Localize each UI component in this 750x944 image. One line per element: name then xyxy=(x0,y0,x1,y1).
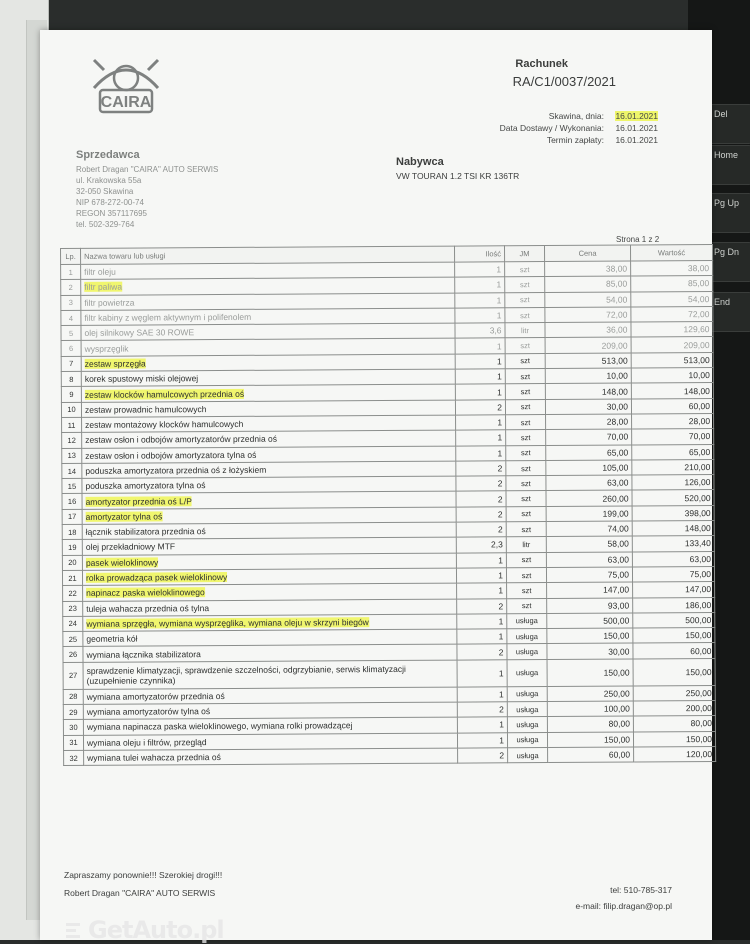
cell-price: 80,00 xyxy=(547,716,633,732)
cell-price: 150,00 xyxy=(547,628,633,644)
cell-qty: 1 xyxy=(457,686,507,702)
seller-line: Robert Dragan "CAIRA" AUTO SERWIS xyxy=(76,165,219,174)
cell-qty: 2 xyxy=(457,702,507,718)
footer-email: e-mail: filip.dragan@op.pl xyxy=(575,901,672,911)
cell-jm: szt xyxy=(505,277,545,293)
caira-logo xyxy=(80,48,172,128)
cell-jm: szt xyxy=(505,338,545,354)
cell-value: 54,00 xyxy=(631,291,713,307)
cell-value: 63,00 xyxy=(632,551,714,567)
cell-qty: 1 xyxy=(455,354,505,370)
items-table xyxy=(60,244,716,766)
buyer-block xyxy=(396,156,519,181)
highlighted-item-name: amortyzator przednia oś L/P xyxy=(85,495,192,507)
cell-qty: 2 xyxy=(457,598,507,614)
cell-qty: 1 xyxy=(457,659,507,686)
cell-qty: 1 xyxy=(455,384,505,400)
cell-qty: 1 xyxy=(457,717,507,733)
cell-value: 28,00 xyxy=(632,413,714,429)
header-lp: Lp. xyxy=(61,248,81,264)
footer-company: Robert Dragan "CAIRA" AUTO SERWIS xyxy=(64,888,216,898)
cell-value: 186,00 xyxy=(633,597,715,613)
cell-lp: 23 xyxy=(63,601,83,616)
cell-jm: usługa xyxy=(507,686,547,702)
cell-value: 150,00 xyxy=(633,628,715,644)
cell-value: 210,00 xyxy=(632,459,714,475)
cell-qty: 1 xyxy=(457,629,507,645)
cell-jm: litr xyxy=(506,537,546,553)
cell-value: 126,00 xyxy=(632,475,714,491)
cell-price: 28,00 xyxy=(546,414,632,430)
cell-jm: usługa xyxy=(507,613,547,629)
items-body xyxy=(61,261,716,766)
cell-name: wymiana tulei wahacza przednia oś xyxy=(84,748,458,766)
cell-qty: 1 xyxy=(455,262,505,278)
cell-value: 200,00 xyxy=(633,701,715,717)
footer-greeting: Zapraszamy ponownie!!! Szerokiej drogi!!! xyxy=(64,870,223,880)
cell-lp: 6 xyxy=(61,341,81,356)
cell-lp: 21 xyxy=(62,570,82,585)
highlighted-item-name: pasek wieloklinowy xyxy=(85,557,159,568)
cell-price: 75,00 xyxy=(546,567,632,583)
cell-price: 54,00 xyxy=(545,292,631,308)
cell-qty: 2 xyxy=(456,491,506,507)
cell-price: 63,00 xyxy=(546,475,632,491)
cell-value: 500,00 xyxy=(633,612,715,628)
cell-name: filtr kabiny z węglem aktywnym i polifenolem xyxy=(81,308,455,326)
header-value: Wartość xyxy=(630,245,712,262)
cell-name: olej przekładniowy MTF xyxy=(82,537,456,555)
cell-price: 147,00 xyxy=(547,582,633,598)
cell-jm: usługa xyxy=(507,717,547,733)
cell-lp: 16 xyxy=(62,494,82,509)
cell-lp: 26 xyxy=(63,647,83,662)
cell-name: wymiana amortyzatorów tylna oś xyxy=(83,702,457,720)
cell-name: zestaw montażowy klocków hamulcowych xyxy=(82,415,456,433)
footer-contact xyxy=(575,882,672,914)
highlighted-item-name: amortyzator tylna oś xyxy=(85,511,163,522)
cell-jm: szt xyxy=(506,567,546,583)
cell-qty: 2,3 xyxy=(456,537,506,553)
cell-lp: 19 xyxy=(62,540,82,555)
cell-lp: 31 xyxy=(63,735,83,750)
cell-price: 72,00 xyxy=(545,307,631,323)
cell-lp: 15 xyxy=(62,479,82,494)
cell-lp: 25 xyxy=(63,631,83,646)
highlighted-item-name: zestaw sprzęgła xyxy=(84,358,146,369)
cell-value: 60,00 xyxy=(633,643,715,659)
cell-price: 148,00 xyxy=(545,383,631,399)
cell-jm: szt xyxy=(506,522,546,538)
cell-price: 85,00 xyxy=(545,276,631,292)
cell-name: wymiana napinacza paska wieloklinowego, wymiana rolki prowadzącej xyxy=(83,717,457,735)
seller-line: NIP 678-272-00-74 xyxy=(76,198,144,207)
cell-price: 10,00 xyxy=(545,368,631,384)
date-row xyxy=(420,110,658,122)
cell-qty: 1 xyxy=(457,583,507,599)
cell-lp: 17 xyxy=(62,509,82,524)
cell-value: 60,00 xyxy=(631,398,713,414)
cell-qty: 1 xyxy=(455,338,505,354)
cell-name: geometria kół xyxy=(83,629,457,647)
date-label: Termin zapłaty: xyxy=(546,135,604,145)
cell-value: 133,40 xyxy=(632,536,714,552)
invoice-page xyxy=(40,30,713,944)
cell-jm: szt xyxy=(506,445,546,461)
cell-lp: 10 xyxy=(61,402,81,417)
logo-text: CAIRA xyxy=(100,94,152,111)
cell-value: 72,00 xyxy=(631,306,713,322)
header-qty: Ilość xyxy=(454,246,504,262)
cell-qty: 1 xyxy=(456,415,506,431)
cell-name: tuleja wahacza przednia oś tylna xyxy=(83,599,457,617)
cell-lp: 8 xyxy=(61,371,81,386)
cell-price: 70,00 xyxy=(546,429,632,445)
cell-price: 93,00 xyxy=(547,598,633,614)
cell-lp: 4 xyxy=(61,310,81,325)
cell-value: 129,60 xyxy=(631,322,713,338)
invoice-number: RA/C1/0037/2021 xyxy=(512,74,616,89)
cell-jm: szt xyxy=(505,292,545,308)
cell-price: 36,00 xyxy=(545,322,631,338)
cell-qty: 1 xyxy=(456,568,506,584)
cell-qty: 2 xyxy=(455,399,505,415)
cell-lp: 32 xyxy=(64,750,84,765)
cell-price: 60,00 xyxy=(548,747,634,763)
seller-line: ul. Krakowska 55a xyxy=(76,176,142,185)
cell-qty: 1 xyxy=(456,445,506,461)
cell-price: 38,00 xyxy=(545,261,631,277)
cell-qty: 1 xyxy=(455,369,505,385)
cell-name: poduszka amortyzatora przednia oś z łożyskiem xyxy=(82,461,456,479)
date-label: Data Dostawy / Wykonania: xyxy=(499,123,604,133)
invoice-title: Rachunek xyxy=(515,58,568,70)
watermark-text: GetAuto.pl xyxy=(88,916,224,944)
cell-price: 105,00 xyxy=(546,460,632,476)
cell-price: 30,00 xyxy=(547,643,633,659)
cell-name: zestaw osłon i odbojów amortyzatorów przednia oś xyxy=(82,430,456,448)
header-jm: JM xyxy=(504,246,544,262)
cell-lp: 24 xyxy=(63,616,83,631)
cell-name: wymiana amortyzatorów przednia oś xyxy=(83,687,457,705)
cell-name: wysprzęglik xyxy=(81,339,455,357)
key-end: End xyxy=(708,292,750,332)
cell-value: 147,00 xyxy=(633,582,715,598)
key-del: Del xyxy=(708,104,750,144)
cell-value: 80,00 xyxy=(633,716,715,732)
cell-jm: usługa xyxy=(507,732,547,748)
cell-qty: 1 xyxy=(455,277,505,293)
cell-jm: szt xyxy=(505,307,545,323)
cell-lp: 29 xyxy=(63,704,83,719)
cell-name: sprawdzenie klimatyzacji, sprawdzenie szczelności, odgrzybianie, serwis klimatyzacji (uzupełnienie czynnika) xyxy=(83,660,457,689)
cell-value: 65,00 xyxy=(632,444,714,460)
buyer-vehicle: VW TOURAN 1.2 TSI KR 136TR xyxy=(396,171,520,181)
cell-jm: szt xyxy=(505,353,545,369)
cell-lp: 7 xyxy=(61,356,81,371)
cell-jm: szt xyxy=(506,430,546,446)
cell-name: wymiana oleju i filtrów, przegląd xyxy=(83,733,457,751)
cell-name: olej silnikowy SAE 30 ROWE xyxy=(81,323,455,341)
cell-price: 500,00 xyxy=(547,613,633,629)
cell-jm: szt xyxy=(507,598,547,614)
cell-qty: 2 xyxy=(456,476,506,492)
cell-qty: 1 xyxy=(455,292,505,308)
highlighted-item-name: wymiana sprzęgła, wymiana wysprzęglika, wymiana oleju w skrzyni biegów xyxy=(86,617,369,629)
page-number: Strona 1 z 2 xyxy=(616,235,660,244)
cell-lp: 18 xyxy=(62,524,82,539)
cell-value: 513,00 xyxy=(631,352,713,368)
cell-value: 150,00 xyxy=(633,658,715,686)
table-row xyxy=(64,746,716,765)
cell-value: 398,00 xyxy=(632,505,714,521)
seller-heading: Sprzedawca xyxy=(76,149,140,161)
header-name: Nazwa towaru lub usługi xyxy=(81,246,455,264)
cell-value: 120,00 xyxy=(634,746,716,762)
cell-jm: szt xyxy=(505,399,545,415)
cell-jm: szt xyxy=(505,369,545,385)
cell-qty: 1 xyxy=(457,732,507,748)
cell-price: 260,00 xyxy=(546,490,632,506)
cell-value: 148,00 xyxy=(631,383,713,399)
cell-lp: 3 xyxy=(61,295,81,310)
cell-lp: 13 xyxy=(62,448,82,463)
cell-qty: 2 xyxy=(456,522,506,538)
cell-lp: 11 xyxy=(62,417,82,432)
cell-price: 63,00 xyxy=(546,552,632,568)
date-row xyxy=(420,134,658,146)
cell-jm: litr xyxy=(505,323,545,339)
cell-qty: 1 xyxy=(456,552,506,568)
cell-value: 150,00 xyxy=(633,731,715,747)
highlighted-item-name: zestaw klocków hamulcowych przednia oś xyxy=(84,388,245,400)
cell-qty: 1 xyxy=(455,308,505,324)
key-pgdn: Pg Dn xyxy=(708,242,750,282)
cell-qty: 3,6 xyxy=(455,323,505,339)
seller-line: tel. 502-329-764 xyxy=(76,220,135,229)
cell-value: 148,00 xyxy=(632,521,714,537)
cell-name: zestaw prowadnic hamulcowych xyxy=(81,400,455,418)
cell-jm: szt xyxy=(506,552,546,568)
cell-price: 30,00 xyxy=(545,399,631,415)
table-row xyxy=(63,658,715,689)
cell-price: 199,00 xyxy=(546,506,632,522)
date-value: 16.01.2021 xyxy=(615,135,658,145)
cell-jm: szt xyxy=(506,476,546,492)
footer-phone: tel: 510-785-317 xyxy=(610,885,672,895)
cell-name: korek spustowy miski olejowej xyxy=(81,369,455,387)
date-label: Skawina, dnia: xyxy=(548,111,604,121)
seller-line: REGON 357117695 xyxy=(76,209,148,218)
cell-lp: 27 xyxy=(63,662,83,689)
cell-lp: 12 xyxy=(62,433,82,448)
cell-price: 209,00 xyxy=(545,337,631,353)
cell-jm: szt xyxy=(506,460,546,476)
cell-price: 250,00 xyxy=(547,686,633,702)
date-value: 16.01.2021 xyxy=(615,123,658,133)
cell-jm: usługa xyxy=(507,659,547,686)
cell-qty: 1 xyxy=(457,614,507,630)
cell-jm: szt xyxy=(506,491,546,507)
cell-jm: usługa xyxy=(507,629,547,645)
cell-name: zestaw osłon i odbojów amortyzatora tylna oś xyxy=(82,446,456,464)
cell-value: 209,00 xyxy=(631,337,713,353)
cell-lp: 1 xyxy=(61,264,81,279)
cell-jm: usługa xyxy=(508,747,548,763)
seller-block xyxy=(76,150,218,230)
cell-value: 75,00 xyxy=(632,566,714,582)
cell-name: łącznik stabilizatora przednia oś xyxy=(82,522,456,540)
cell-lp: 30 xyxy=(63,720,83,735)
cell-name: wymiana łącznika stabilizatora xyxy=(83,645,457,663)
cell-price: 65,00 xyxy=(546,445,632,461)
highlighted-item-name: filtr paliwa xyxy=(84,282,123,293)
highlighted-item-name: rolka prowadząca pasek wieloklinowy xyxy=(85,572,228,583)
cell-lp: 14 xyxy=(62,463,82,478)
cell-value: 85,00 xyxy=(631,276,713,292)
cell-jm: usługa xyxy=(507,702,547,718)
header-price: Cena xyxy=(544,245,630,262)
cell-qty: 1 xyxy=(456,430,506,446)
cell-price: 150,00 xyxy=(547,732,633,748)
cell-qty: 2 xyxy=(456,461,506,477)
cell-jm: szt xyxy=(505,262,545,278)
cell-name: poduszka amortyzatora tylna oś xyxy=(82,476,456,494)
cell-jm: szt xyxy=(505,384,545,400)
cell-value: 38,00 xyxy=(631,261,713,277)
cell-value: 520,00 xyxy=(632,490,714,506)
buyer-heading: Nabywca xyxy=(396,156,444,168)
cell-value: 250,00 xyxy=(633,685,715,701)
key-home: Home xyxy=(708,145,750,185)
invoice-dates xyxy=(420,110,658,146)
cell-lp: 2 xyxy=(61,280,81,295)
cell-price: 100,00 xyxy=(547,701,633,717)
key-pgup: Pg Up xyxy=(708,193,750,233)
cell-name: filtr oleju xyxy=(81,262,455,280)
cell-price: 150,00 xyxy=(547,659,633,687)
cell-jm: szt xyxy=(507,583,547,599)
cell-lp: 9 xyxy=(61,387,81,402)
cell-value: 10,00 xyxy=(631,368,713,384)
cell-lp: 5 xyxy=(61,326,81,341)
cell-price: 513,00 xyxy=(545,353,631,369)
cell-lp: 28 xyxy=(63,689,83,704)
cell-price: 58,00 xyxy=(546,536,632,552)
cell-qty: 2 xyxy=(458,748,508,764)
cell-jm: usługa xyxy=(507,644,547,660)
cell-lp: 20 xyxy=(62,555,82,570)
cell-qty: 2 xyxy=(457,644,507,660)
cell-jm: szt xyxy=(506,415,546,431)
cell-value: 70,00 xyxy=(632,429,714,445)
cell-qty: 2 xyxy=(456,507,506,523)
cell-jm: szt xyxy=(506,506,546,522)
cell-name: filtr powietrza xyxy=(81,293,455,311)
invoice-title-block xyxy=(513,58,616,89)
cell-lp: 22 xyxy=(63,586,83,601)
date-value: 16.01.2021 xyxy=(615,111,658,121)
date-row xyxy=(420,122,658,134)
watermark-icon xyxy=(64,920,86,942)
highlighted-item-name: napinacz paska wieloklinowego xyxy=(86,587,205,599)
cell-price: 74,00 xyxy=(546,521,632,537)
seller-line: 32-050 Skawina xyxy=(76,187,134,196)
